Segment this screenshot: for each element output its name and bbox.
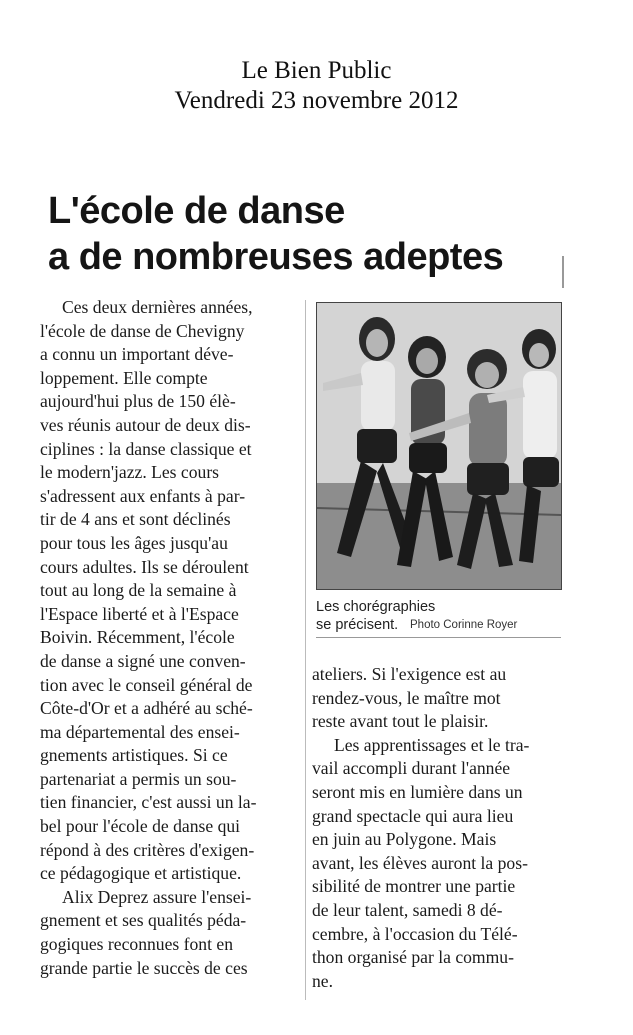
column-divider [305, 300, 306, 1000]
article-line: gogiques reconnues font en [40, 934, 233, 955]
article-line: Côte-d'Or et a adhéré au sché- [40, 698, 253, 719]
headline-line-2: a de nombreuses adeptes [48, 236, 504, 278]
article-line: pour tous les âges jusqu'au [40, 532, 228, 553]
article-line: ne. [312, 970, 334, 991]
article-line: Les apprentissages et le tra- [334, 734, 530, 755]
article-line: cours adultes. Ils se déroulent [40, 556, 249, 577]
article-line: vail accompli durant l'année [312, 758, 511, 779]
dancers-photo [316, 302, 562, 590]
article-line: thon organisé par la commu- [312, 947, 514, 968]
article-line: Boivin. Récemment, l'école [40, 627, 235, 648]
article-line: cembre, à l'occasion du Télé- [312, 923, 518, 944]
headline-side-rule [562, 256, 564, 288]
article-line: ma départemental des ensei- [40, 721, 240, 742]
article-line: en juin au Polygone. Mais [312, 829, 497, 850]
article-line: l'école de danse de Chevigny [40, 320, 245, 341]
article-line: loppement. Elle compte [40, 367, 208, 388]
article-line: l'Espace liberté et à l'Espace [40, 603, 239, 624]
article-line: tout au long de la semaine à [40, 580, 237, 601]
caption-rule [316, 637, 561, 638]
publication-date: Vendredi 23 novembre 2012 [174, 87, 459, 114]
article-line: a connu un important déve- [40, 344, 234, 365]
article-line: de danse a signé une conven- [40, 650, 246, 671]
caption-line-2: se précisent. [316, 617, 399, 633]
article-line: ateliers. Si l'exigence est au [312, 664, 507, 684]
article-line: partenariat a permis un sou- [40, 768, 237, 789]
article-line: grande partie le succès de ces [40, 957, 248, 978]
article-line: tien financier, c'est aussi un la- [40, 792, 257, 813]
article-line: le modern'jazz. Les cours [40, 462, 220, 483]
article-line: ce pédagogique et artistique. [40, 863, 242, 884]
article-line: ves réunis autour de deux dis- [40, 414, 251, 435]
article-line: Alix Deprez assure l'ensei- [62, 886, 252, 907]
article-line: aujourd'hui plus de 150 élè- [40, 391, 236, 412]
article-line: sibilité de montrer une partie [312, 876, 516, 897]
article-line: de leur talent, samedi 8 dé- [312, 899, 503, 920]
article-line: gnement et ses qualités péda- [40, 910, 247, 931]
article-column-1 [40, 296, 292, 980]
article-line: s'adressent aux enfants à par- [40, 485, 246, 506]
article-line: avant, les élèves auront la pos- [312, 852, 528, 873]
article-line: tir de 4 ans et sont déclinés [40, 509, 231, 530]
article-line: Ces deux dernières années, [62, 297, 253, 317]
article-column-2 [312, 663, 561, 993]
caption-line-1: Les chorégraphies [316, 599, 436, 615]
photo-credit: Photo Corinne Royer [410, 619, 518, 631]
article-line: rendez-vous, le maître mot [312, 687, 501, 708]
newspaper-name: Le Bien Public [241, 57, 392, 84]
article-line: bel pour l'école de danse qui [40, 816, 241, 837]
article-line: répond à des critères d'exigen- [40, 839, 255, 860]
article-line: grand spectacle qui aura lieu [312, 805, 514, 826]
dancers-photo-illustration [317, 303, 561, 589]
article-line: seront mis en lumière dans un [312, 781, 523, 802]
article-line: reste avant tout le plaisir. [312, 711, 489, 732]
article-line: tion avec le conseil général de [40, 674, 253, 695]
article-line: ciplines : la danse classique et [40, 438, 252, 459]
article-line: gnements artistiques. Si ce [40, 745, 228, 766]
headline-line-1: L'école de danse [48, 190, 345, 232]
